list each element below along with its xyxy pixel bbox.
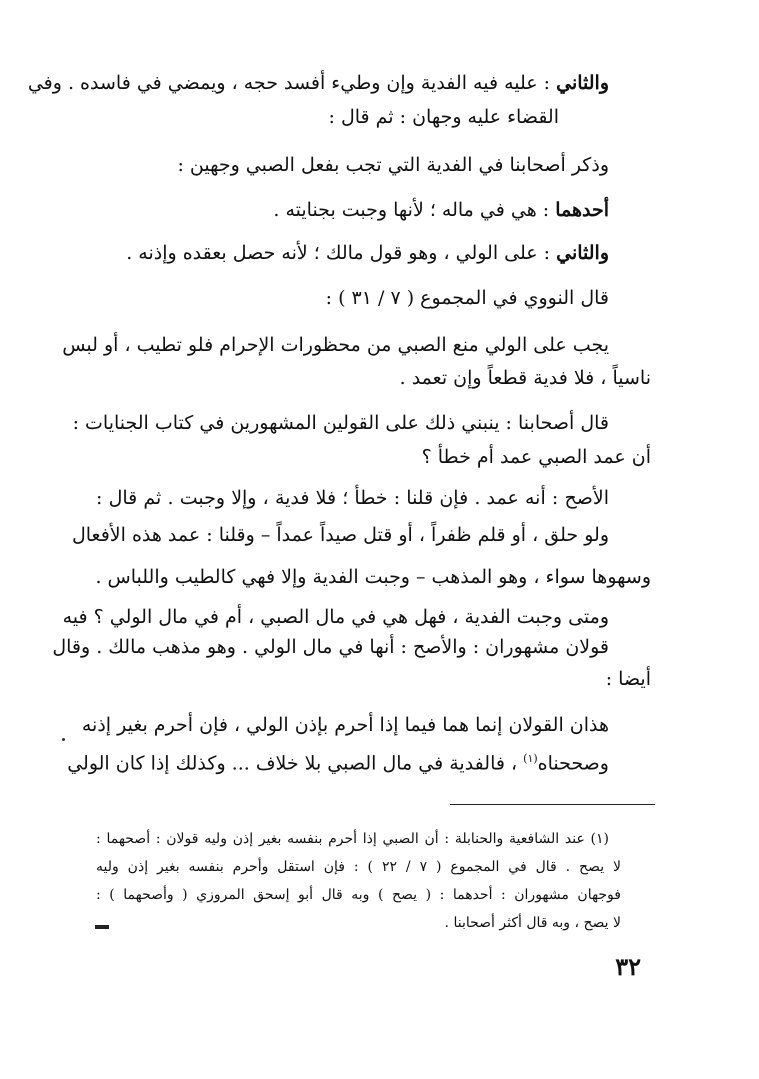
text-line-11: الأصح : أنه عمد . فإن قلنا : خطأ ؛ فلا فدية ، وإلا وجبت . ثم قال :	[96, 487, 609, 509]
text-line-2: القضاء عليه وجهان : ثم قال :	[328, 106, 559, 128]
text-line-18-end: ، فالفدية في مال الصبي بلا خلاف ... وكذلك إذا كان الولي	[67, 752, 524, 775]
text-line-12: ولو حلق ، أو قلم ظفراً ، أو قتل صيداً عمداً – وقلنا : عمد هذه الأفعال	[71, 524, 609, 546]
text-line-5	[90, 240, 609, 266]
scan-mark	[95, 925, 109, 929]
footnote-line-1: (١) عند الشافعية والحنابلة : أن الصبي إذا أحرم بنفسه بغير إذن وليه قولان : أصحهما :	[96, 831, 609, 847]
footnote-line-3: فوجهان مشهوران : أحدهما : ( يصح ) وبه قال أبو إسحق المروزي ( وأصحهما ) :	[96, 887, 621, 903]
text-line-4	[90, 197, 609, 223]
text-line-7: يجب على الولي منع الصبي من محظورات الإحرام فلو تطيب ، أو لبس	[62, 334, 609, 356]
text-line-1-body: : عليه فيه الفدية وإن وطيء أفسد حجه ، ويمضي في فاسده . وفي	[27, 72, 557, 94]
footnote-line-2: لا يصح . قال في المجموع ( ٧ / ٢٢ ) : فإن استقل وأحرم بنفسه بغير إذن وليه	[96, 859, 621, 875]
text-line-18-start: وصححناه	[537, 752, 609, 775]
text-line-17: هذان القولان إنما هما فيما إذا أحرم بإذن الولي ، فإن أحرم بغير إذنه	[81, 714, 609, 736]
text-line-15: قولان مشهوران : والأصح : أنها في مال الولي . وهو مذهب مالك . وقال	[52, 636, 609, 658]
text-line-4-body: : هي في ماله ؛ لأنها وجبت بجنايته .	[273, 199, 556, 221]
term-second: والثاني	[556, 72, 609, 94]
term-second-2: والثاني	[556, 242, 609, 264]
footnote-divider	[450, 804, 655, 805]
page-number: ٣٢	[615, 952, 641, 981]
text-line-10: أن عمد الصبي عمد أم خطأ ؟	[421, 446, 651, 468]
text-line-14: ومتى وجبت الفدية ، فهل هي في مال الصبي ، أم في مال الولي ؟ فيه	[62, 606, 609, 628]
text-line-6: قال النووي في المجموع ( ٧ / ٣١ ) :	[325, 287, 609, 309]
footnote-ref: (١)	[523, 752, 538, 765]
footnote-line-4: لا يصح ، وبه قال أكثر أصحابنا .	[444, 915, 621, 931]
text-line-1	[27, 70, 609, 96]
text-line-13: وسهوها سواء ، وهو المذهب – وجبت الفدية وإلا فهي كالطيب واللباس .	[95, 566, 651, 588]
scan-dot	[62, 738, 65, 741]
term-first: أحدهما	[555, 199, 609, 221]
text-line-3: وذكر أصحابنا في الفدية التي تجب بفعل الصبي وجهين :	[177, 154, 609, 176]
text-line-9: قال أصحابنا : ينبني ذلك على القولين المشهورين في كتاب الجنايات :	[72, 412, 609, 434]
text-line-5-body: : على الولي ، وهو قول مالك ؛ لأنه حصل بعقده وإذنه .	[126, 242, 557, 264]
text-line-8: ناسياً ، فلا فدية قطعاً وإن تعمد .	[399, 367, 651, 389]
text-line-18	[67, 746, 609, 776]
text-line-16: أيضا :	[605, 668, 651, 690]
